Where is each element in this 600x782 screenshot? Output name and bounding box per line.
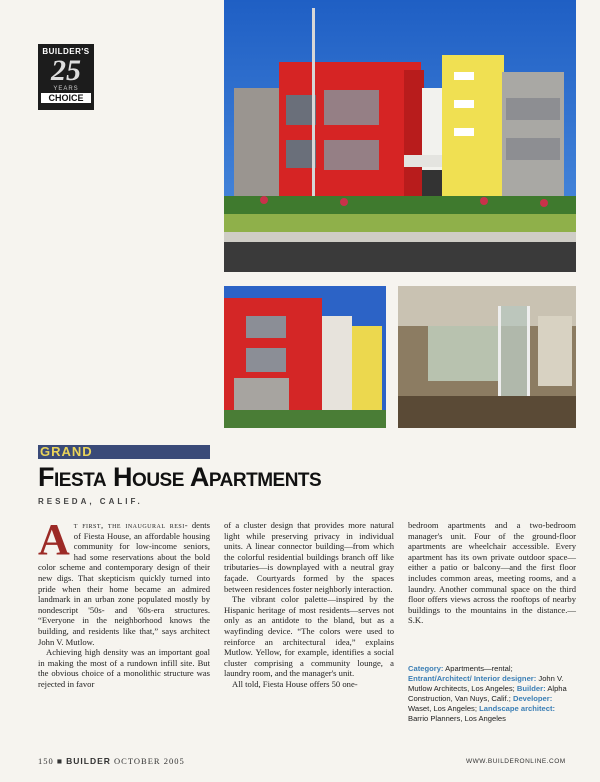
article-column-1 bbox=[38, 515, 210, 690]
badge-line-1: BUILDER'S bbox=[42, 47, 90, 56]
credit-label: Entrant/Architect/ Interior designer: bbox=[408, 674, 537, 683]
credit-value: Barrio Planners, Los Angeles bbox=[408, 714, 506, 723]
badge-line-4: CHOICE bbox=[41, 93, 91, 103]
article-paragraph: of a cluster design that provides more natural light while preserving privacy in individual units. A linear connector building—from which the colorful residential buildings branch off like tributaries—is downplayed with a neutral gray façade. Courtyards formed by the spaces between residences foster neighborly interaction. bbox=[224, 520, 394, 594]
builders-choice-badge bbox=[38, 44, 94, 110]
article-headline: Fiesta House Apartments bbox=[38, 462, 322, 492]
article-paragraph: The vibrant color palette—inspired by the Hispanic heritage of most residents—serves not only as an antidote to the bland, but as a wayfinding device. “The colors were used to reinforce an architectural idea,” explains Mutlow. Yellow, for example, identifies a social cluster comprising a community lounge, a laundry room, and the manager's unit. bbox=[224, 594, 394, 679]
credit-label: Landscape architect: bbox=[479, 704, 556, 713]
article-paragraph bbox=[38, 515, 210, 647]
paragraph-text: dents of Fiesta House, an affordable housing community for low-income seniors, had some reservations about the bold color scheme and contemporary design of their new digs. That skepticism quickly turned into pride when their home became an admired landmark in an urban zone populated mostly by nondescript '50s- and '60s-era structures. “Everyone in the neighborhood knows the building, and residents like that,” says architect John V. Mutlow. bbox=[38, 520, 210, 647]
credit-value: Waset, Los Angeles; bbox=[408, 704, 477, 713]
website-url[interactable]: WWW.BUILDERONLINE.COM bbox=[466, 758, 566, 765]
credit-value: John V. Mutlow Architects, Los Angeles; bbox=[408, 674, 564, 693]
grand-category-label: GRAND bbox=[40, 444, 93, 459]
badge-line-3: YEARS bbox=[53, 86, 79, 92]
interior-lobby-photo bbox=[398, 286, 576, 428]
issue-date: OCTOBER 2005 bbox=[114, 756, 185, 766]
project-credits bbox=[408, 664, 576, 724]
credit-label: Builder: bbox=[516, 684, 546, 693]
badge-number: 25 bbox=[51, 54, 81, 87]
page-footer-left bbox=[38, 756, 185, 766]
article-paragraph: Achieving high density was an important goal in making the most of a rundown infill site. But the obvious choice of a monolithic structure was rejected in favor bbox=[38, 647, 210, 689]
credit-label: Developer: bbox=[512, 694, 553, 703]
drop-cap: A bbox=[38, 515, 70, 564]
building-exterior-photo bbox=[224, 0, 576, 272]
magazine-name: BUILDER bbox=[66, 756, 111, 766]
article-column-2 bbox=[224, 520, 394, 690]
article-location: RESEDA, CALIF. bbox=[38, 497, 143, 506]
article-column-3 bbox=[408, 520, 576, 626]
separator-icon: ■ bbox=[56, 756, 64, 766]
credit-value: Apartments—rental; bbox=[445, 664, 513, 673]
building-corner-photo bbox=[224, 286, 386, 428]
article-paragraph: bedroom apartments and a two-bedroom manager's unit. Four of the ground-floor apartments are wheelchair accessible. Every apartment has its own private outdoor space—either a patio or balcony—and the first floor includes common areas, meeting rooms, and a laundry. Another communal space on the third floor offers views across the rooftops of nearby buildings to the mountains in the distance.—S.K. bbox=[408, 520, 576, 626]
lead-in: t first, the inaugural resi- bbox=[73, 520, 189, 530]
article-paragraph: All told, Fiesta House offers 50 one- bbox=[232, 678, 358, 689]
page-number: 150 bbox=[38, 756, 54, 766]
credit-value: Alpha Construction, Van Nuys, Calif.; bbox=[408, 684, 567, 703]
credit-label: Category: bbox=[408, 664, 444, 673]
